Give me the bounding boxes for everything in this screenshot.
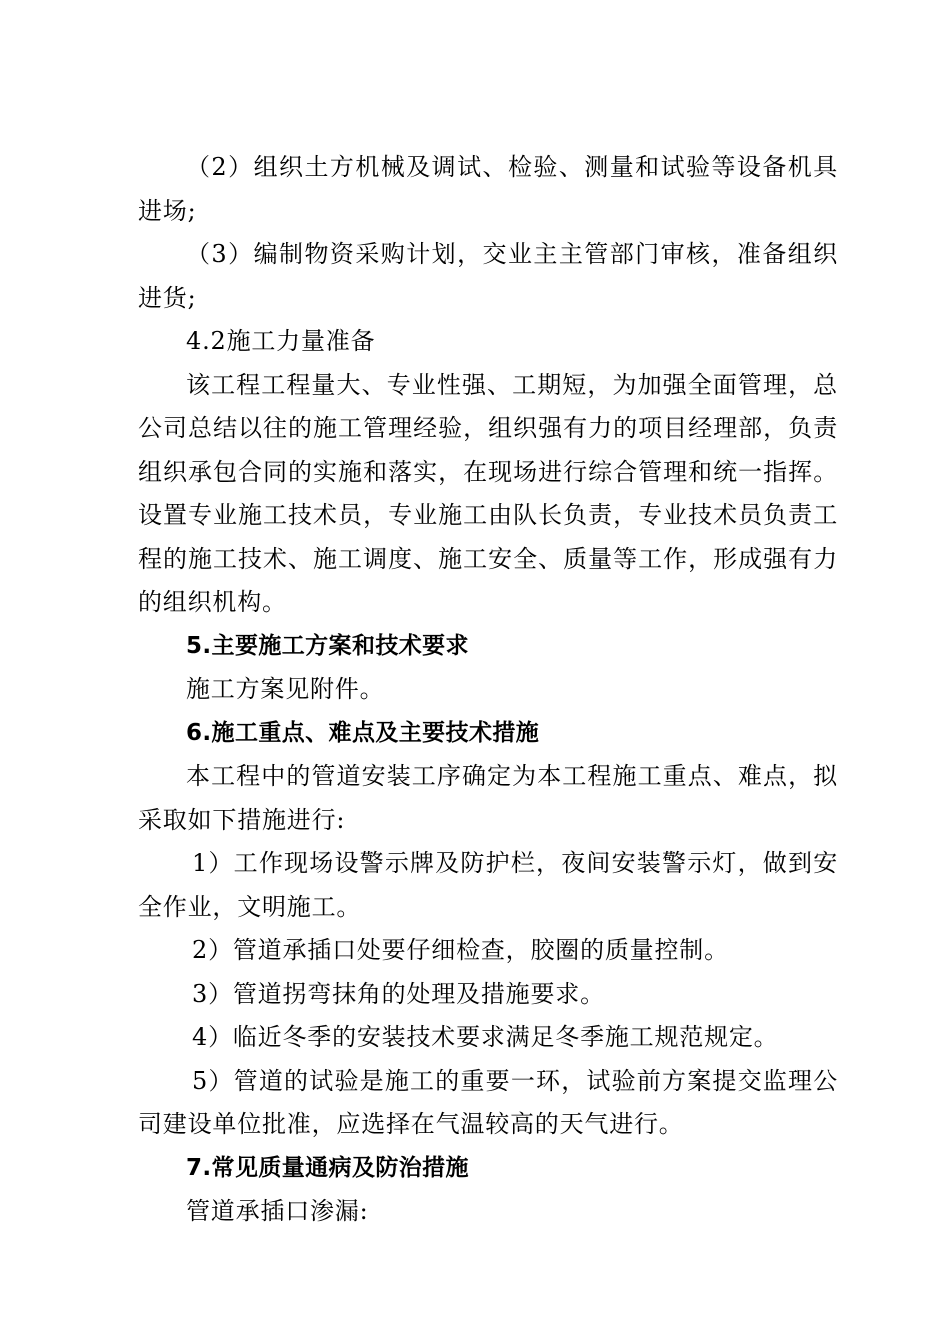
paragraph-construction-force: 该工程工程量大、专业性强、工期短，为加强全面管理，总公司总结以往的施工管理经验，组织强有力的项目经理部，负责组织承包合同的实施和落实，在现场进行综合管理和统一指挥。设置专业施工技术员，专业施工由队长负责，专业技术员负责工程的施工技术、施工调度、施工安全、质量等工作，形成强有力的组织机构。 [138,370,838,616]
section-heading-6: 6.施工重点、难点及主要技术措施 [186,719,540,746]
list-item-5: 5）管道的试验是施工的重要一环，试验前方案提交监理公司建设单位批准，应选择在气温较高的天气进行。 [138,1066,838,1138]
section-heading-7: 7.常见质量通病及防治措施 [186,1154,469,1181]
section-heading-5: 5.主要施工方案和技术要求 [186,632,469,659]
section-subheading-4-2: 4.2施工力量准备 [186,327,376,355]
list-item-3: 3）管道拐弯抹角的处理及措施要求。 [192,979,605,1008]
list-item-4: 4）临近冬季的安装技术要求满足冬季施工规范规定。 [192,1023,779,1051]
paragraph-socket-leakage: 管道承插口渗漏: [186,1197,369,1225]
paragraph-item-2: （2）组织土方机械及调试、检验、测量和试验等设备机具进场; [138,153,838,225]
list-item-2: 2）管道承插口处要仔细检查，胶圈的质量控制。 [192,936,729,964]
list-item-1: 1）工作现场设警示牌及防护栏，夜间安装警示灯，做到安全作业，文明施工。 [138,849,838,921]
document-body [138,146,838,1234]
paragraph-item-3: （3）编制物资采购计划，交业主主管部门审核，准备组织进货; [138,240,838,312]
paragraph-key-difficulties: 本工程中的管道安装工序确定为本工程施工重点、难点，拟采取如下措施进行: [138,762,838,834]
paragraph-plan-attachment: 施工方案见附件。 [186,675,385,703]
